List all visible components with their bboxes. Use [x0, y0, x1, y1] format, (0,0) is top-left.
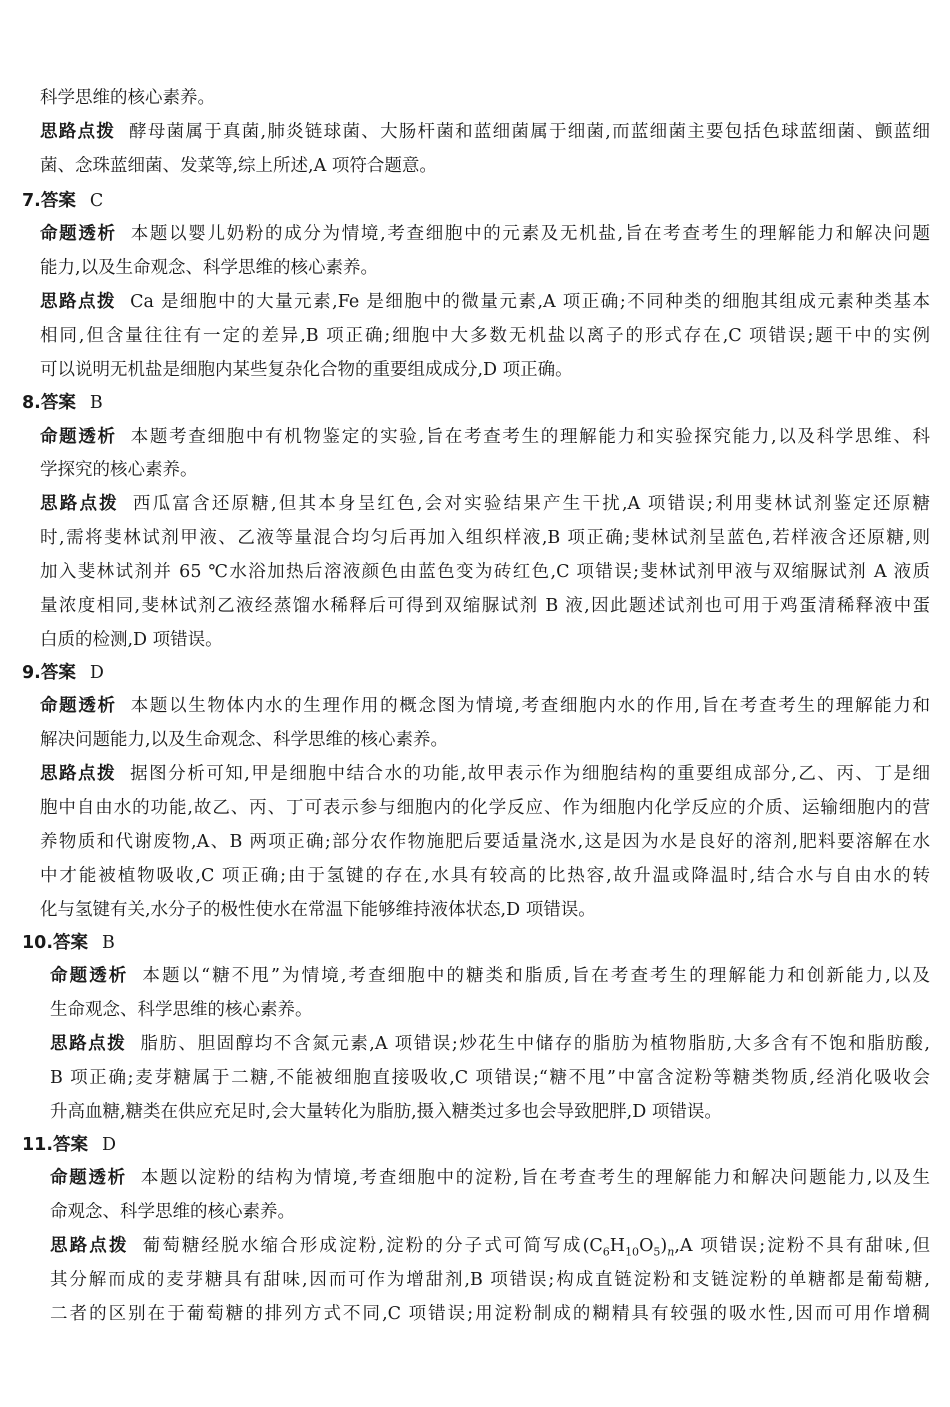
subscript: 5: [653, 1245, 661, 1259]
q10-hint-line: B 项正确;麦芽糖属于二糖,不能被细胞直接吸收,C 项错误;“糖不甩”中富含淀粉等糖类物质,经消化吸收会: [50, 1068, 930, 1088]
answer-value: B: [102, 933, 115, 953]
question-number: 9.: [22, 663, 41, 683]
q11-hint-line: 思路点拨 葡萄糖经脱水缩合形成淀粉,淀粉的分子式可简写成$(C_6H_{10}O_5)_n,A$ 项错误;淀粉不具有甜味,但: [50, 1236, 930, 1259]
q10-answer-line: [22, 931, 115, 955]
subscript: n: [667, 1245, 675, 1259]
hint-label: 思路点拨: [40, 292, 117, 312]
q7-intent-line: 命题透析 本题以婴儿奶粉的成分为情境,考查细胞中的元素及无机盐,旨在考查考生的理解能力和解决问题: [40, 224, 931, 244]
hint-label: 思路点拨: [40, 494, 119, 514]
q8-hint-line: 白质的检测,D 项错误。: [40, 630, 223, 650]
hint-label: 思路点拨: [40, 122, 116, 142]
answer-label: 答案: [53, 933, 89, 953]
hint-label: 思路点拨: [50, 1236, 129, 1256]
q11-answer-line: [22, 1133, 116, 1157]
q10-intent-line: 命题透析 本题以“糖不甩”为情境,考查细胞中的糖类和脂质,旨在考查考生的理解能力和创新能力,以及: [50, 966, 930, 986]
prev-tail-text: 科学思维的核心素养。: [40, 88, 215, 108]
answer-value: D: [102, 1135, 117, 1155]
q11-intent-line: 命观念、科学思维的核心素养。: [50, 1202, 295, 1222]
question-number: 8.: [22, 393, 41, 413]
q9-hint-line: 养物质和代谢废物,A、B 两项正确;部分农作物施肥后要适量浇水,这是因为水是良好的溶剂,肥料要溶解在水: [40, 832, 930, 852]
prev-hint-line: 菌、念珠蓝细菌、发菜等,综上所述,A 项符合题意。: [40, 156, 437, 176]
q7-answer-line: [22, 189, 103, 213]
q9-hint-line: 化与氢键有关,水分子的极性使水在常温下能够维持液体状态,D 项错误。: [40, 900, 596, 920]
q8-intent-line: 命题透析 本题考查细胞中有机物鉴定的实验,旨在考查考生的理解能力和实验探究能力,以及科学思维、科: [40, 427, 931, 447]
q9-hint-line: 思路点拨 据图分析可知,甲是细胞中结合水的功能,故甲表示作为细胞结构的重要组成部分,乙、丙、丁是细: [40, 764, 931, 784]
hint-label: 思路点拨: [50, 1034, 127, 1054]
q10-hint-line: 思路点拨 脂肪、胆固醇均不含氮元素,A 项错误;炒花生中储存的脂肪为植物脂肪,大多含有不饱和脂肪酸,: [50, 1034, 930, 1054]
intent-label: 命题透析: [50, 966, 129, 986]
hint-label: 思路点拨: [40, 764, 117, 784]
question-number: 11.: [22, 1135, 54, 1155]
intent-label: 命题透析: [40, 696, 117, 716]
q8-hint-line: 量浓度相同,斐林试剂乙液经蒸馏水稀释后可得到双缩脲试剂 B 液,因此题述试剂也可用于鸡蛋清稀释液中蛋: [40, 596, 930, 616]
q8-intent-line: 学探究的核心素养。: [40, 460, 198, 480]
q8-hint-line: 时,需将斐林试剂甲液、乙液等量混合均匀后再加入组织样液,B 项正确;斐林试剂呈蓝色,若样液含还原糖,则: [40, 528, 930, 548]
q9-intent-line: 解决问题能力,以及生命观念、科学思维的核心素养。: [40, 730, 449, 750]
answer-value: B: [89, 393, 103, 413]
answer-label: 答案: [40, 663, 76, 683]
q8-answer-line: [22, 391, 103, 415]
answer-label: 答案: [53, 1135, 89, 1155]
q11-hint-line: 其分解而成的麦芽糖具有甜味,因而可作为增甜剂,B 项错误;构成直链淀粉和支链淀粉的单糖都是葡萄糖,: [50, 1270, 930, 1290]
q9-answer-line: [22, 661, 104, 685]
q7-intent-line: 能力,以及生命观念、科学思维的核心素养。: [40, 258, 379, 278]
question-number: 10.: [22, 933, 54, 953]
intent-label: 命题透析: [40, 224, 117, 244]
subscript: 10: [625, 1245, 640, 1259]
q8-hint-line: 加入斐林试剂并 65 ℃水浴加热后溶液颜色由蓝色变为砖红色,C 项错误;斐林试剂甲液与双缩脲试剂 A 液质: [40, 562, 930, 582]
intent-label: 命题透析: [50, 1168, 127, 1188]
q7-hint-line: 思路点拨 Ca 是细胞中的大量元素,Fe 是细胞中的微量元素,A 项正确;不同种类的细胞其组成元素种类基本: [40, 292, 930, 312]
question-number: 7.: [22, 191, 41, 211]
intent-label: 命题透析: [40, 427, 117, 447]
q7-hint-line: 相同,但含量往往有一定的差异,B 项正确;细胞中大多数无机盐以离子的形式存在,C 项错误;题干中的实例: [40, 326, 930, 346]
answer-value: D: [89, 663, 104, 683]
answer-value: C: [89, 191, 104, 211]
q10-intent-line: 生命观念、科学思维的核心素养。: [50, 1000, 313, 1020]
prev-hint-line: 思路点拨 酵母菌属于真菌,肺炎链球菌、大肠杆菌和蓝细菌属于细菌,而蓝细菌主要包括色球蓝细菌、颤蓝细: [40, 122, 931, 142]
q9-hint-line: 中才能被植物吸收,C 项正确;由于氢键的存在,水具有较高的比热容,故升温或降温时,结合水与自由水的转: [40, 866, 930, 886]
q7-hint-line: 可以说明无机盐是细胞内某些复杂化合物的重要组成成分,D 项正确。: [40, 360, 573, 380]
q11-intent-line: 命题透析 本题以淀粉的结构为情境,考查细胞中的淀粉,旨在考查考生的理解能力和解决问题能力,以及生: [50, 1168, 931, 1188]
q9-hint-line: 胞中自由水的功能,故乙、丙、丁可表示参与细胞内的化学反应、作为细胞内化学反应的介质、运输细胞内的营: [40, 798, 930, 818]
q11-hint-line: 二者的区别在于葡萄糖的排列方式不同,C 项错误;用淀粉制成的糊精具有较强的吸水性,因而可用作增稠: [50, 1304, 930, 1324]
answer-label: 答案: [40, 191, 76, 211]
q8-hint-line: 思路点拨 西瓜富含还原糖,但其本身呈红色,会对实验结果产生干扰,A 项错误;利用斐林试剂鉴定还原糖: [40, 494, 931, 514]
answer-label: 答案: [40, 393, 76, 413]
subscript: 6: [602, 1245, 610, 1259]
q9-intent-line: 命题透析 本题以生物体内水的生理作用的概念图为情境,考查细胞内水的作用,旨在考查考生的理解能力和: [40, 696, 931, 716]
q10-hint-line: 升高血糖,糖类在供应充足时,会大量转化为脂肪,摄入糖类过多也会导致肥胖,D 项错误。: [50, 1102, 722, 1122]
